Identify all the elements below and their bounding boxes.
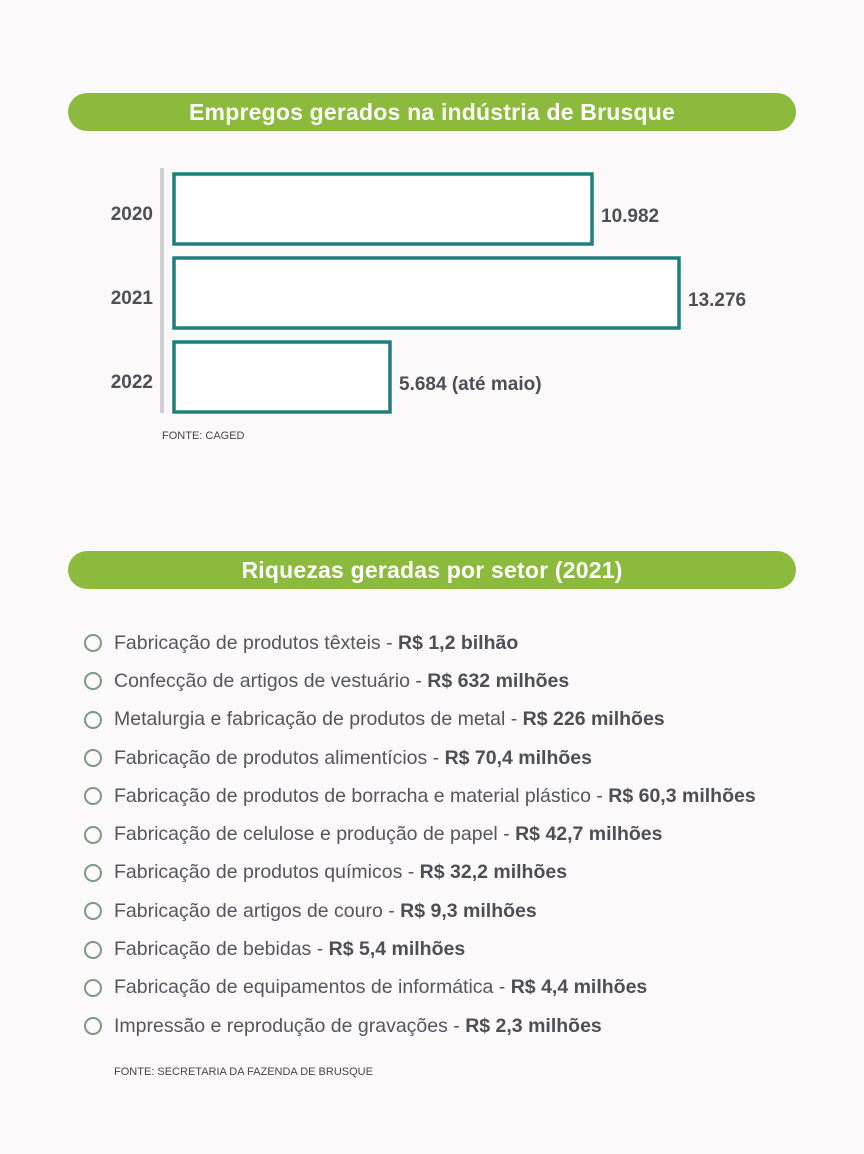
sector-value: R$ 70,4 milhões <box>444 746 592 769</box>
sector-item <box>84 969 756 1007</box>
sector-value: R$ 632 milhões <box>427 669 570 692</box>
chart-source-note: FONTE: CAGED <box>162 430 245 442</box>
sector-item <box>84 701 756 739</box>
circle-bullet-icon <box>84 864 102 882</box>
circle-bullet-icon <box>84 902 102 920</box>
bar-2021 <box>174 258 679 328</box>
sector-value: R$ 226 milhões <box>522 708 665 731</box>
sector-label: Fabricação de produtos alimentícios - <box>114 746 445 769</box>
category-label: 2022 <box>110 372 153 393</box>
sector-label: Impressão e reprodução de gravações - <box>114 1014 466 1037</box>
sector-value: R$ 32,2 milhões <box>419 861 568 884</box>
sector-label: Fabricação de artigos de couro - <box>114 899 401 922</box>
circle-bullet-icon <box>84 1017 102 1035</box>
section-title-employment: Empregos gerados na indústria de Brusque <box>68 93 796 131</box>
sector-value: R$ 4,4 milhões <box>510 976 648 999</box>
sector-label: Fabricação de produtos têxteis - <box>114 631 398 654</box>
circle-bullet-icon <box>84 787 102 805</box>
bar-2022 <box>174 342 390 412</box>
sector-label: Fabricação de equipamentos de informática - <box>114 976 511 999</box>
sector-value: R$ 42,7 milhões <box>515 823 663 846</box>
section-title-wealth: Riquezas geradas por setor (2021) <box>68 551 796 589</box>
sector-item <box>84 1007 756 1045</box>
sector-value: R$ 5,4 milhões <box>328 938 466 961</box>
employment-bar-chart <box>0 160 864 425</box>
data-label: 10.982 <box>601 206 660 227</box>
sector-label: Fabricação de produtos químicos - <box>114 861 420 884</box>
circle-bullet-icon <box>84 941 102 959</box>
sector-item <box>84 892 756 930</box>
circle-bullet-icon <box>84 711 102 729</box>
category-label: 2021 <box>110 288 153 309</box>
sector-label: Fabricação de produtos de borracha e material plástico - <box>114 784 609 807</box>
bar-2020 <box>174 174 592 244</box>
sector-item <box>84 930 756 968</box>
sector-item <box>84 854 756 892</box>
circle-bullet-icon <box>84 634 102 652</box>
sector-item <box>84 815 756 853</box>
sector-value: R$ 60,3 milhões <box>608 784 756 807</box>
circle-bullet-icon <box>84 672 102 690</box>
category-label: 2020 <box>110 204 153 225</box>
sector-item <box>84 739 756 777</box>
sector-value: R$ 1,2 bilhão <box>397 631 519 654</box>
sector-label: Confecção de artigos de vestuário - <box>114 669 428 692</box>
sector-item <box>84 662 756 700</box>
sector-label: Fabricação de bebidas - <box>114 938 329 961</box>
circle-bullet-icon <box>84 826 102 844</box>
data-label: 5.684 (até maio) <box>399 374 542 395</box>
sector-item <box>84 777 756 815</box>
sector-label: Metalurgia e fabricação de produtos de metal - <box>114 708 523 731</box>
list-source-note: FONTE: SECRETARIA DA FAZENDA DE BRUSQUE <box>114 1066 373 1078</box>
sector-value: R$ 9,3 milhões <box>400 899 537 922</box>
sector-list <box>84 624 756 1045</box>
circle-bullet-icon <box>84 749 102 767</box>
sector-value: R$ 2,3 milhões <box>465 1014 602 1037</box>
circle-bullet-icon <box>84 979 102 997</box>
data-label: 13.276 <box>688 290 747 311</box>
sector-label: Fabricação de celulose e produção de papel - <box>114 823 516 846</box>
sector-item <box>84 624 756 662</box>
